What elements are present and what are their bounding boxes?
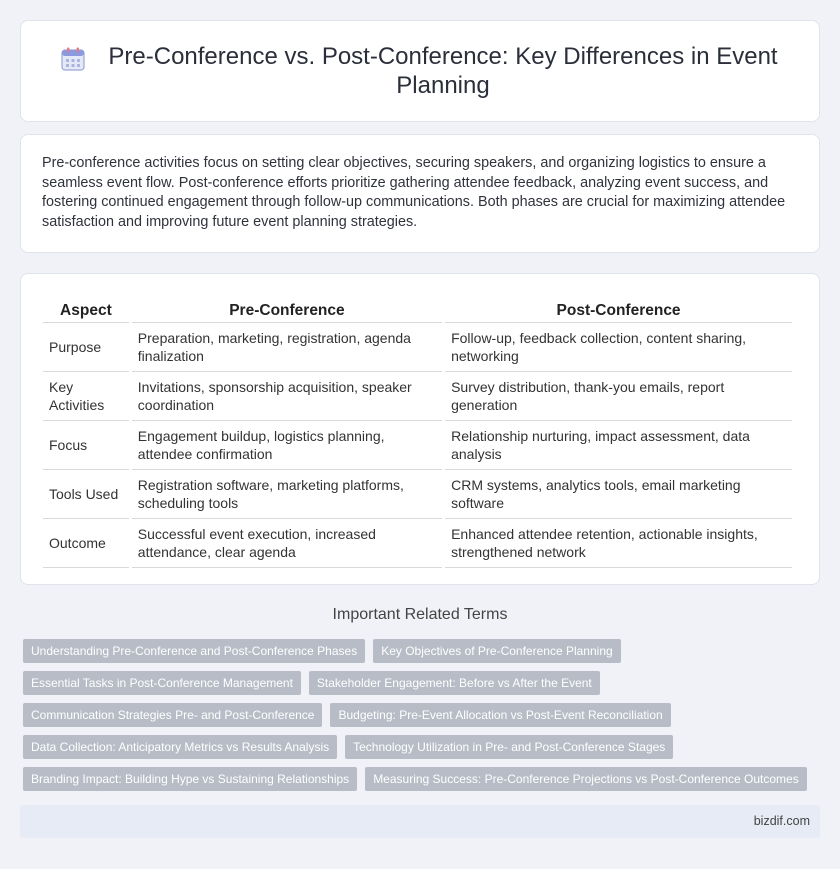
post-conference-cell: Enhanced attendee retention, actionable insights, strengthened network <box>445 519 792 568</box>
aspect-cell: Purpose <box>43 323 129 372</box>
related-term-tag[interactable]: Technology Utilization in Pre- and Post-Conference Stages <box>345 735 673 759</box>
header-post-conference: Post-Conference <box>445 295 792 323</box>
related-term-tag[interactable]: Communication Strategies Pre- and Post-Conference <box>23 703 322 727</box>
calendar-icon <box>60 46 86 72</box>
related-term-tag[interactable]: Measuring Success: Pre-Conference Projections vs Post-Conference Outcomes <box>365 767 807 791</box>
aspect-cell: Outcome <box>43 519 129 568</box>
tag-row <box>23 767 823 791</box>
post-conference-cell: Survey distribution, thank-you emails, report generation <box>445 372 792 421</box>
footer <box>20 805 820 838</box>
related-term-tag[interactable]: Branding Impact: Building Hype vs Sustaining Relationships <box>23 767 357 791</box>
aspect-cell: Tools Used <box>43 470 129 519</box>
table-row <box>43 372 792 421</box>
intro-card <box>20 134 820 253</box>
tag-row <box>23 735 823 759</box>
aspect-cell: Focus <box>43 421 129 470</box>
title-card <box>20 20 820 122</box>
tag-row <box>23 639 823 663</box>
related-term-tag[interactable]: Data Collection: Anticipatory Metrics vs Results Analysis <box>23 735 337 759</box>
table-row <box>43 470 792 519</box>
related-terms-list <box>23 639 823 799</box>
header-aspect: Aspect <box>43 295 129 323</box>
related-term-tag[interactable]: Key Objectives of Pre-Conference Planning <box>373 639 620 663</box>
intro-paragraph: Pre-conference activities focus on setting clear objectives, securing speakers, and organizing logistics to ensure a seamless event flow. Post-conference efforts prioritize gathering attendee feedback, analyzing event success, and fostering continued engagement through follow-up communications. Both phases are crucial for maximizing attendee satisfaction and improving future event planning strategies. <box>42 155 786 230</box>
pre-conference-cell: Engagement buildup, logistics planning, attendee confirmation <box>132 421 442 470</box>
page-title: Pre-Conference vs. Post-Conference: Key Differences in Event Planning <box>108 43 778 99</box>
pre-conference-cell: Invitations, sponsorship acquisition, speaker coordination <box>132 372 442 421</box>
aspect-cell: Key Activities <box>43 372 129 421</box>
pre-conference-cell: Preparation, marketing, registration, agenda finalization <box>132 323 442 372</box>
related-term-tag[interactable]: Budgeting: Pre-Event Allocation vs Post-Event Reconciliation <box>330 703 670 727</box>
table-row <box>43 519 792 568</box>
post-conference-cell: Follow-up, feedback collection, content sharing, networking <box>445 323 792 372</box>
post-conference-cell: CRM systems, analytics tools, email marketing software <box>445 470 792 519</box>
comparison-table-card <box>20 273 820 585</box>
table-row <box>43 421 792 470</box>
footer-site-link[interactable]: bizdif.com <box>753 814 810 828</box>
related-term-tag[interactable]: Understanding Pre-Conference and Post-Conference Phases <box>23 639 365 663</box>
tag-row <box>23 703 823 727</box>
title-wrap <box>60 42 780 100</box>
comparison-table <box>40 295 795 568</box>
table-row <box>43 323 792 372</box>
related-term-tag[interactable]: Stakeholder Engagement: Before vs After the Event <box>309 671 600 695</box>
header-pre-conference: Pre-Conference <box>132 295 442 323</box>
table-header-row <box>43 295 792 323</box>
post-conference-cell: Relationship nurturing, impact assessment, data analysis <box>445 421 792 470</box>
pre-conference-cell: Registration software, marketing platforms, scheduling tools <box>132 470 442 519</box>
pre-conference-cell: Successful event execution, increased attendance, clear agenda <box>132 519 442 568</box>
related-term-tag[interactable]: Essential Tasks in Post-Conference Management <box>23 671 301 695</box>
tag-row <box>23 671 823 695</box>
related-terms-title: Important Related Terms <box>332 606 508 623</box>
